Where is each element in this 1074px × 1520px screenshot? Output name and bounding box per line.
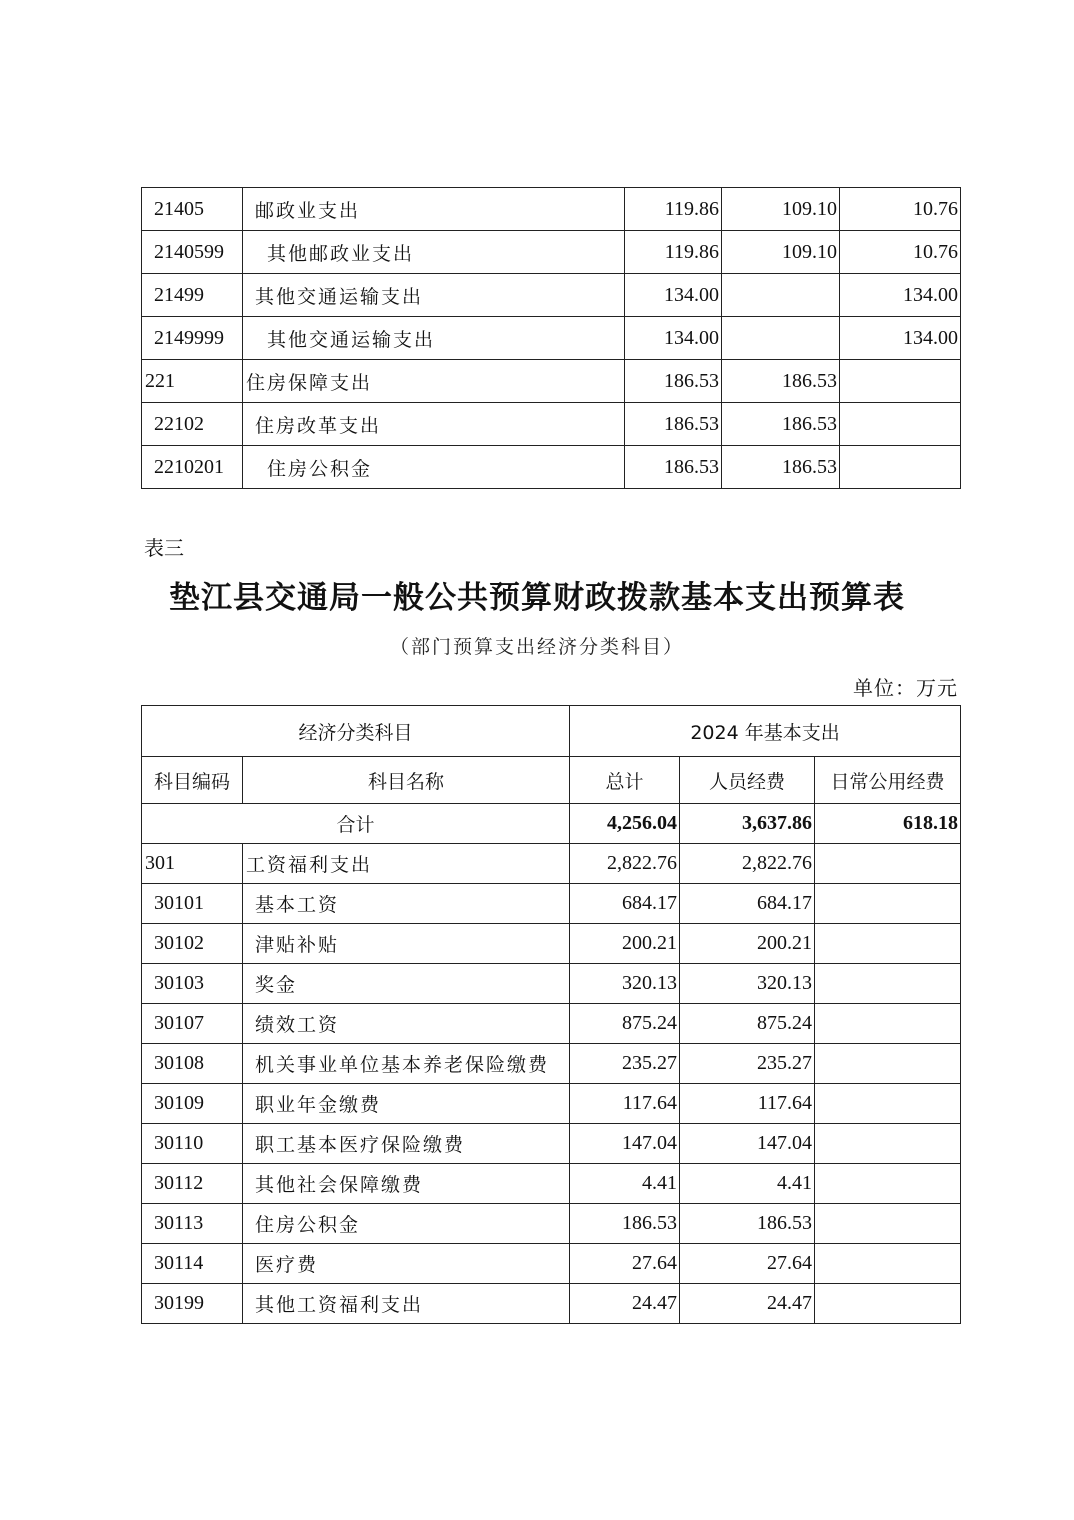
table-row xyxy=(142,1004,961,1044)
cell-personnel: 147.04 xyxy=(680,1124,815,1164)
cell-total: 186.53 xyxy=(625,403,722,446)
cell-personnel: 200.21 xyxy=(680,924,815,964)
cell-name: 住房保障支出 xyxy=(243,360,625,403)
cell-total: 4.41 xyxy=(570,1164,680,1204)
cell-name: 奖金 xyxy=(243,964,570,1004)
cell-code: 30108 xyxy=(142,1044,243,1084)
cell-code: 30199 xyxy=(142,1284,243,1324)
table-row xyxy=(142,844,961,884)
cell-total: 119.86 xyxy=(625,231,722,274)
cell-personnel: 186.53 xyxy=(722,403,840,446)
cell-public xyxy=(815,1164,961,1204)
cell-name: 其他交通运输支出 xyxy=(243,274,625,317)
header-code: 科目编码 xyxy=(142,757,243,804)
table-label: 表三 xyxy=(144,536,184,560)
cell-total: 320.13 xyxy=(570,964,680,1004)
header-total: 总计 xyxy=(570,757,680,804)
cell-public xyxy=(815,1204,961,1244)
cell-code: 2149999 xyxy=(142,317,243,360)
cell-public xyxy=(815,1284,961,1324)
table-row xyxy=(142,1244,961,1284)
sum-public: 618.18 xyxy=(815,804,961,844)
header-public: 日常公用经费 xyxy=(815,757,961,804)
cell-public xyxy=(815,844,961,884)
cell-personnel: 186.53 xyxy=(680,1204,815,1244)
cell-name: 绩效工资 xyxy=(243,1004,570,1044)
cell-code: 30109 xyxy=(142,1084,243,1124)
table-row xyxy=(142,360,961,403)
cell-code: 301 xyxy=(142,844,243,884)
header-row-group xyxy=(142,706,961,757)
cell-public xyxy=(840,360,961,403)
table-row xyxy=(142,884,961,924)
cell-name: 其他交通运输支出 xyxy=(243,317,625,360)
table-row xyxy=(142,964,961,1004)
cell-personnel: 186.53 xyxy=(722,360,840,403)
cell-name: 医疗费 xyxy=(243,1244,570,1284)
cell-public xyxy=(815,1124,961,1164)
budget-table-continued xyxy=(141,187,961,489)
cell-personnel: 235.27 xyxy=(680,1044,815,1084)
cell-personnel: 24.47 xyxy=(680,1284,815,1324)
cell-name: 机关事业单位基本养老保险缴费 xyxy=(243,1044,570,1084)
table-row xyxy=(142,274,961,317)
cell-personnel: 109.10 xyxy=(722,231,840,274)
cell-total: 134.00 xyxy=(625,317,722,360)
cell-total: 27.64 xyxy=(570,1244,680,1284)
cell-code: 30101 xyxy=(142,884,243,924)
table-row xyxy=(142,231,961,274)
table-row xyxy=(142,1124,961,1164)
cell-personnel xyxy=(722,274,840,317)
sum-total: 4,256.04 xyxy=(570,804,680,844)
cell-name: 住房公积金 xyxy=(243,446,625,489)
cell-personnel: 684.17 xyxy=(680,884,815,924)
cell-total: 2,822.76 xyxy=(570,844,680,884)
cell-code: 30102 xyxy=(142,924,243,964)
table-row xyxy=(142,403,961,446)
cell-code: 21405 xyxy=(142,188,243,231)
cell-personnel: 875.24 xyxy=(680,1004,815,1044)
header-row-columns xyxy=(142,757,961,804)
cell-total: 200.21 xyxy=(570,924,680,964)
budget-table-continued-body xyxy=(142,188,961,489)
cell-public: 10.76 xyxy=(840,188,961,231)
table-row xyxy=(142,1164,961,1204)
cell-name: 工资福利支出 xyxy=(243,844,570,884)
cell-code: 2140599 xyxy=(142,231,243,274)
table-row xyxy=(142,446,961,489)
cell-public xyxy=(840,446,961,489)
table-row xyxy=(142,1084,961,1124)
table-row xyxy=(142,188,961,231)
sum-label: 合计 xyxy=(142,804,570,844)
cell-personnel: 320.13 xyxy=(680,964,815,1004)
table-row xyxy=(142,1284,961,1324)
cell-personnel: 109.10 xyxy=(722,188,840,231)
cell-total: 24.47 xyxy=(570,1284,680,1324)
cell-total: 186.53 xyxy=(570,1204,680,1244)
cell-name: 其他工资福利支出 xyxy=(243,1284,570,1324)
cell-personnel: 2,822.76 xyxy=(680,844,815,884)
table-row xyxy=(142,1204,961,1244)
cell-public xyxy=(815,1084,961,1124)
cell-public xyxy=(815,924,961,964)
cell-name: 津贴补贴 xyxy=(243,924,570,964)
cell-name: 住房公积金 xyxy=(243,1204,570,1244)
cell-name: 职业年金缴费 xyxy=(243,1084,570,1124)
cell-total: 119.86 xyxy=(625,188,722,231)
cell-code: 2210201 xyxy=(142,446,243,489)
cell-personnel: 186.53 xyxy=(722,446,840,489)
cell-total: 186.53 xyxy=(625,446,722,489)
table-row xyxy=(142,1044,961,1084)
cell-personnel xyxy=(722,317,840,360)
cell-code: 30110 xyxy=(142,1124,243,1164)
page-subtitle: （部门预算支出经济分类科目） xyxy=(389,636,684,658)
cell-total: 186.53 xyxy=(625,360,722,403)
table-row xyxy=(142,317,961,360)
cell-total: 147.04 xyxy=(570,1124,680,1164)
cell-public xyxy=(815,1004,961,1044)
cell-public xyxy=(815,964,961,1004)
table-row xyxy=(142,924,961,964)
cell-name: 住房改革支出 xyxy=(243,403,625,446)
cell-name: 职工基本医疗保险缴费 xyxy=(243,1124,570,1164)
cell-code: 22102 xyxy=(142,403,243,446)
cell-code: 30107 xyxy=(142,1004,243,1044)
cell-total: 235.27 xyxy=(570,1044,680,1084)
basic-expenditure-table-body xyxy=(142,706,961,1324)
cell-name: 其他邮政业支出 xyxy=(243,231,625,274)
cell-personnel: 27.64 xyxy=(680,1244,815,1284)
cell-public: 10.76 xyxy=(840,231,961,274)
cell-public: 134.00 xyxy=(840,274,961,317)
cell-total: 134.00 xyxy=(625,274,722,317)
cell-public xyxy=(815,1044,961,1084)
sum-row xyxy=(142,804,961,844)
header-name: 科目名称 xyxy=(243,757,570,804)
page-title: 垫江县交通局一般公共预算财政拨款基本支出预算表 xyxy=(169,580,905,616)
cell-public xyxy=(815,884,961,924)
cell-code: 221 xyxy=(142,360,243,403)
cell-public xyxy=(815,1244,961,1284)
sum-personnel: 3,637.86 xyxy=(680,804,815,844)
basic-expenditure-table xyxy=(141,705,961,1324)
cell-personnel: 4.41 xyxy=(680,1164,815,1204)
cell-name: 其他社会保障缴费 xyxy=(243,1164,570,1204)
header-basic-expenditure-2024: 2024 年基本支出 xyxy=(570,706,961,757)
cell-total: 117.64 xyxy=(570,1084,680,1124)
cell-public: 134.00 xyxy=(840,317,961,360)
cell-code: 30112 xyxy=(142,1164,243,1204)
cell-name: 基本工资 xyxy=(243,884,570,924)
cell-total: 684.17 xyxy=(570,884,680,924)
cell-total: 875.24 xyxy=(570,1004,680,1044)
cell-personnel: 117.64 xyxy=(680,1084,815,1124)
cell-code: 30113 xyxy=(142,1204,243,1244)
cell-public xyxy=(840,403,961,446)
unit-label: 单位：万元 xyxy=(853,676,958,700)
cell-name: 邮政业支出 xyxy=(243,188,625,231)
cell-code: 21499 xyxy=(142,274,243,317)
header-economic-category: 经济分类科目 xyxy=(142,706,570,757)
cell-code: 30114 xyxy=(142,1244,243,1284)
cell-code: 30103 xyxy=(142,964,243,1004)
header-personnel: 人员经费 xyxy=(680,757,815,804)
